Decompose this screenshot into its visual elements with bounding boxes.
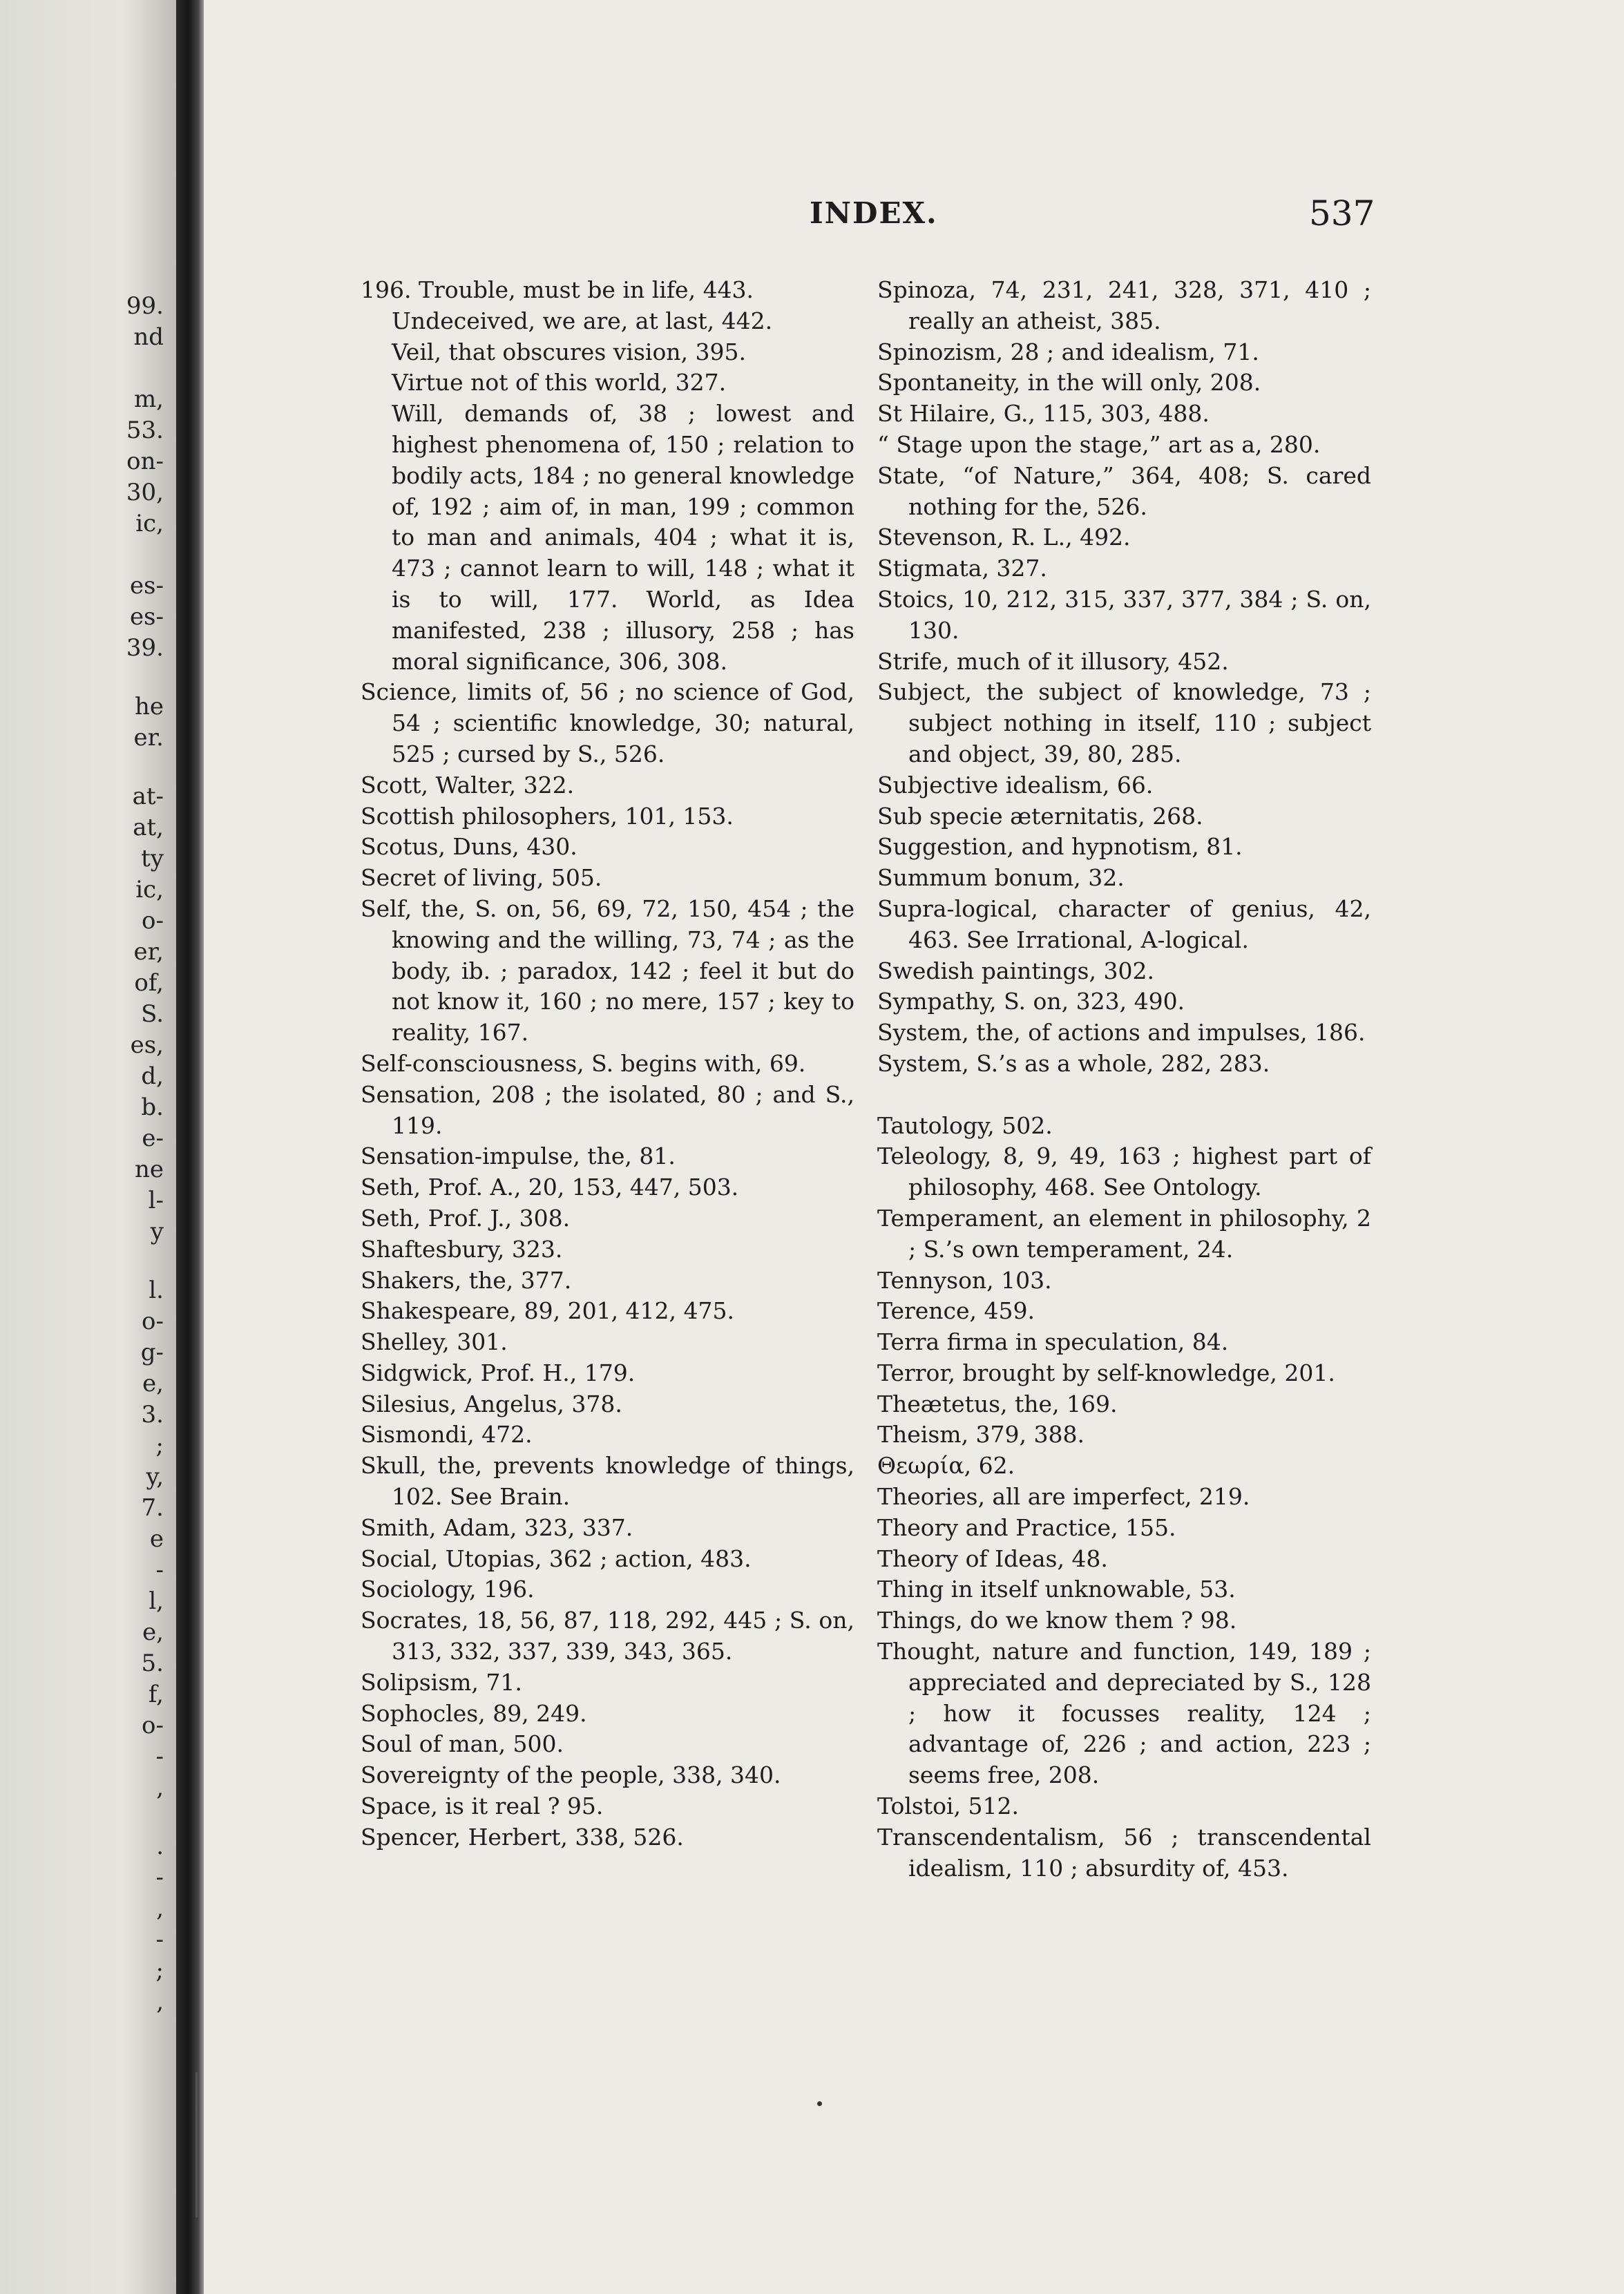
facing-page-fragment: d, <box>141 1062 164 1090</box>
index-entry: Tolstoi, 512. <box>877 1793 1019 1820</box>
facing-page-fragment: ; <box>155 1957 164 1985</box>
index-entry: Supra-logical, character of genius, 42, 463. See Irrational, A-logical. <box>877 895 1371 953</box>
facing-page-fragment: e- <box>142 1125 164 1152</box>
index-entry: Sympathy, S. on, 323, 490. <box>877 988 1185 1015</box>
index-entry: Shakers, the, 377. <box>361 1266 572 1294</box>
gutter-mark <box>195 2072 198 2217</box>
index-entry: Tautology, 502. <box>877 1111 1053 1139</box>
index-entry: Sensation-impulse, the, 81. <box>361 1143 676 1170</box>
index-entry: Summum bonum, 32. <box>877 864 1125 892</box>
index-entry: Self, the, S. on, 56, 69, 72, 150, 454 ; the knowing and the willing, 73, 74 ; as the body, ib. ; paradox, 142 ; feel it but do not know it, 160 ; no mere, 157 ; key to reality, 167. <box>361 895 854 1046</box>
facing-page-fragment: . <box>156 1833 164 1860</box>
index-entry: Thing in itself unknowable, 53. <box>877 1576 1236 1603</box>
facing-page-fragment: - <box>155 1926 164 1953</box>
index-entry: System, the, of actions and impulses, 186. <box>877 1019 1366 1046</box>
index-entry: Suggestion, and hypnotism, 81. <box>877 833 1243 861</box>
index-entry: Tennyson, 103. <box>877 1266 1052 1294</box>
index-entry: Silesius, Angelus, 378. <box>361 1390 622 1417</box>
index-entry: Scottish philosophers, 101, 153. <box>361 802 734 830</box>
facing-page-fragment: o- <box>142 907 164 935</box>
index-entry: Shelley, 301. <box>361 1328 508 1356</box>
index-entry: Science, limits of, 56 ; no science of God, 54 ; scientific knowledge, 30; natural, 525 ; cursed by S., 526. <box>361 678 854 767</box>
facing-page-fragment: o- <box>142 1712 164 1739</box>
index-entry: Sovereignty of the people, 338, 340. <box>361 1761 781 1789</box>
index-entry: Thought, nature and function, 149, 189 ; appreciated and depreciated by S., 128 ; how it focusses reality, 124 ; advantage of, 226 ; and action, 223 ; seems free, 208. <box>877 1638 1371 1789</box>
index-entry: Theory of Ideas, 48. <box>877 1545 1108 1572</box>
index-entry: State, “of Nature,” 364, 408; S. cared nothing for the, 526. <box>877 461 1371 520</box>
index-entry: Stoics, 10, 212, 315, 337, 377, 384 ; S. on, 130. <box>877 585 1371 644</box>
facing-page-fragment: 53. <box>126 417 164 444</box>
index-entry: System, S.’s as a whole, 282, 283. <box>877 1049 1270 1077</box>
facing-page-fragment: , <box>156 1988 164 2016</box>
facing-page-fragment: y <box>150 1218 164 1245</box>
facing-page-fragment: y, <box>146 1463 164 1491</box>
facing-page-fragment: on- <box>126 448 164 475</box>
facing-page-fragment: - <box>155 1864 164 1891</box>
index-entry: Socrates, 18, 56, 87, 118, 292, 445 ; S. on, 313, 332, 337, 339, 343, 365. <box>361 1607 854 1665</box>
index-entry: St Hilaire, G., 115, 303, 488. <box>877 400 1210 428</box>
facing-page-fragment: ty <box>141 845 164 872</box>
facing-page-fragment: l- <box>148 1187 164 1214</box>
index-entry: 196. Trouble, must be in life, 443. <box>361 276 754 303</box>
index-entry: Spinoza, 74, 231, 241, 328, 371, 410 ; really an atheist, 385. <box>877 276 1371 334</box>
facing-page-fragment: ; <box>155 1432 164 1460</box>
index-column-left <box>361 275 854 1853</box>
facing-page-fragment: 30, <box>126 479 164 506</box>
index-entry: Sensation, 208 ; the isolated, 80 ; and S., 119. <box>361 1080 854 1139</box>
page-number: 537 <box>1309 193 1375 233</box>
index-entry: Shaftesbury, 323. <box>361 1235 563 1263</box>
facing-page-fragment: , <box>156 1895 164 1922</box>
facing-page-fragment: es, <box>130 1031 164 1059</box>
index-entry: Terence, 459. <box>877 1297 1035 1325</box>
index-entry: Terra firma in speculation, 84. <box>877 1328 1229 1356</box>
index-entry: Scotus, Duns, 430. <box>361 833 577 861</box>
facing-page-fragment: , <box>156 1774 164 1801</box>
index-entry: Secret of living, 505. <box>361 864 602 892</box>
index-entry: Sub specie æternitatis, 268. <box>877 802 1203 830</box>
facing-page-fragment: g- <box>140 1339 164 1366</box>
ink-speck <box>817 2101 822 2106</box>
index-entry: Theism, 379, 388. <box>877 1421 1085 1449</box>
index-entry: Skull, the, prevents knowledge of things, 102. See Brain. <box>361 1452 854 1511</box>
facing-page-fragment: o- <box>142 1308 164 1335</box>
facing-page-fragment: ic, <box>135 876 164 904</box>
running-head: INDEX. <box>810 196 938 230</box>
index-entry: Teleology, 8, 9, 49, 163 ; highest part of philosophy, 468. See Ontology. <box>877 1143 1371 1201</box>
facing-page-fragment: 3. <box>141 1401 164 1428</box>
index-entry: Seth, Prof. A., 20, 153, 447, 503. <box>361 1174 739 1201</box>
facing-page-fragment: S. <box>141 1000 164 1028</box>
index-entry: Transcendentalism, 56 ; transcendental idealism, 110 ; absurdity of, 453. <box>877 1823 1371 1882</box>
book-gutter <box>176 0 204 2294</box>
index-entry: “ Stage upon the stage,” art as a, 280. <box>877 430 1321 458</box>
index-entry: Soul of man, 500. <box>361 1730 564 1758</box>
index-entry: Stevenson, R. L., 492. <box>877 524 1131 551</box>
index-entry: Terror, brought by self-knowledge, 201. <box>877 1359 1335 1386</box>
index-entry: Seth, Prof. J., 308. <box>361 1204 571 1232</box>
facing-page-fragment: f, <box>148 1681 164 1708</box>
index-entry: Self-consciousness, S. begins with, 69. <box>361 1049 806 1077</box>
index-entry: Undeceived, we are, at last, 442. <box>392 307 773 334</box>
index-entry: Scott, Walter, 322. <box>361 771 575 799</box>
index-entry: Spontaneity, in the will only, 208. <box>877 369 1261 396</box>
index-entry: Social, Utopias, 362 ; action, 483. <box>361 1545 752 1572</box>
facing-page-fragment: l. <box>149 1277 164 1304</box>
index-entry: Strife, much of it illusory, 452. <box>877 647 1229 675</box>
facing-page-fragment: es- <box>129 603 164 631</box>
index-entry: Subjective idealism, 66. <box>877 771 1154 799</box>
facing-page-fragment: e, <box>142 1618 164 1646</box>
index-entry: Subject, the subject of knowledge, 73 ; subject nothing in itself, 110 ; subject and object, 39, 80, 285. <box>877 678 1371 767</box>
index-entry: Things, do we know them ? 98. <box>877 1607 1237 1634</box>
facing-page-fragment: ic, <box>135 510 164 537</box>
facing-page-fragment: nd <box>133 323 164 351</box>
index-column-right <box>877 275 1371 1884</box>
index-entry: Spinozism, 28 ; and idealism, 71. <box>877 338 1259 365</box>
facing-page-fragment: - <box>155 1743 164 1770</box>
facing-page-fragment: es- <box>129 572 164 600</box>
index-entry: Will, demands of, 38 ; lowest and highest phenomena of, 150 ; relation to bodily acts, 184 ; no general knowledge of, 192 ; aim of, in man, 199 ; common to man and animals, 404 ; what it is, 473 ; cannot learn to will, 148 ; what it is to will, 177. World, as Idea manifested, 238 ; illusory, 258 ; has moral significance, 306, 308. <box>392 400 854 675</box>
index-entry: Solipsism, 71. <box>361 1668 522 1696</box>
facing-page-fragment: er, <box>133 938 164 966</box>
index-entry: Θεωρία, 62. <box>877 1452 1015 1480</box>
index-entry: Sidgwick, Prof. H., 179. <box>361 1359 636 1386</box>
facing-page-fragment: 39. <box>126 634 164 662</box>
facing-page-fragment: er. <box>133 724 164 752</box>
facing-page-fragment: at, <box>133 814 164 841</box>
index-entry: Smith, Adam, 323, 337. <box>361 1513 633 1541</box>
index-entry: Theories, all are imperfect, 219. <box>877 1483 1250 1511</box>
facing-page-edge <box>0 0 176 2294</box>
facing-page-fragment: - <box>155 1556 164 1584</box>
index-entry: Shakespeare, 89, 201, 412, 475. <box>361 1297 734 1325</box>
facing-page-fragment: he <box>134 693 164 720</box>
facing-page-fragment: m, <box>133 385 164 413</box>
index-entry: Sismondi, 472. <box>361 1421 533 1449</box>
facing-page-fragment: 7. <box>141 1494 164 1522</box>
facing-page-fragment: b. <box>141 1093 164 1121</box>
facing-page-fragment: of, <box>134 969 164 997</box>
index-entry: Space, is it real ? 95. <box>361 1793 604 1820</box>
index-entry: Theory and Practice, 155. <box>877 1513 1176 1541</box>
index-entry: Sociology, 196. <box>361 1576 535 1603</box>
facing-page-fragment: e, <box>142 1370 164 1397</box>
facing-page-fragment: 99. <box>126 292 164 320</box>
index-entry: Theætetus, the, 169. <box>877 1390 1118 1417</box>
index-entry: Temperament, an element in philosophy, 2 ; S.’s own temperament, 24. <box>877 1204 1371 1263</box>
index-entry: Swedish paintings, 302. <box>877 957 1154 984</box>
index-entry: Spencer, Herbert, 338, 526. <box>361 1823 684 1851</box>
index-entry: Stigmata, 327. <box>877 555 1047 582</box>
index-entry: Virtue not of this world, 327. <box>392 369 727 396</box>
facing-page-fragment: 5. <box>141 1650 164 1677</box>
index-entry: Veil, that obscures vision, 395. <box>392 338 747 365</box>
index-entry: Sophocles, 89, 249. <box>361 1699 587 1727</box>
facing-page-fragment: e <box>149 1525 164 1553</box>
facing-page-fragment: at- <box>132 783 164 810</box>
facing-page-fragment: ne <box>134 1156 164 1183</box>
facing-page-fragment: l, <box>149 1587 164 1615</box>
